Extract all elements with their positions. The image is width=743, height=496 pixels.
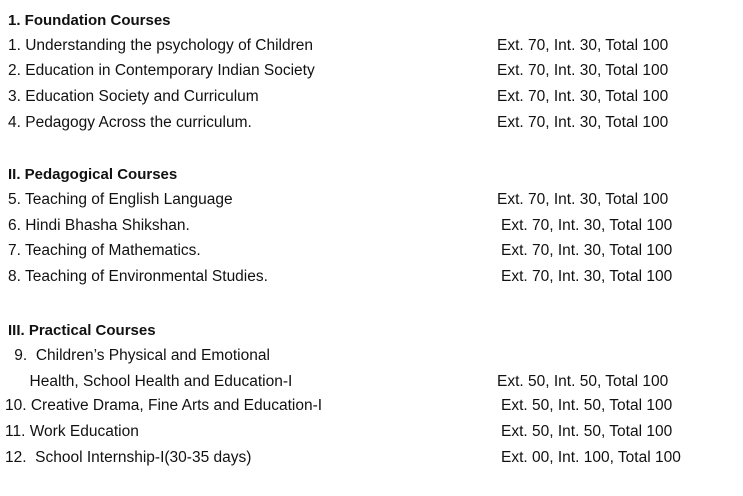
section-heading-foundation: 1. Foundation Courses [8, 12, 171, 29]
course-marks: Ext. 70, Int. 30, Total 100 [501, 242, 673, 259]
section-heading-pedagogical: II. Pedagogical Courses [8, 166, 178, 183]
course-name: 7. Teaching of Mathematics. [8, 242, 201, 259]
course-name: 2. Education in Contemporary Indian Society [8, 62, 315, 79]
course-name: 11. Work Education [5, 423, 139, 440]
course-row [0, 217, 743, 241]
course-marks: Ext. 50, Int. 50, Total 100 [501, 423, 673, 440]
course-marks: Ext. 70, Int. 30, Total 100 [497, 191, 669, 208]
course-row [0, 242, 743, 266]
course-name: 10. Creative Drama, Fine Arts and Education-I [5, 397, 323, 414]
course-row [0, 423, 743, 447]
section-heading-practical: III. Practical Courses [8, 322, 156, 339]
course-marks: Ext. 50, Int. 50, Total 100 [497, 373, 669, 390]
course-name: 8. Teaching of Environmental Studies. [8, 268, 268, 285]
course-row [0, 347, 743, 371]
course-row [0, 268, 743, 292]
course-row [0, 373, 743, 397]
course-name: 4. Pedagogy Across the curriculum. [8, 114, 252, 131]
course-name: 6. Hindi Bhasha Shikshan. [8, 217, 190, 234]
course-row [0, 62, 743, 86]
course-name: 9. Children’s Physical and Emotional [10, 347, 270, 364]
course-marks: Ext. 70, Int. 30, Total 100 [501, 268, 673, 285]
course-row [0, 191, 743, 215]
course-name: 12. School Internship-I(30-35 days) [5, 449, 252, 466]
course-row [0, 449, 743, 473]
course-name: 5. Teaching of English Language [8, 191, 233, 208]
course-marks: Ext. 70, Int. 30, Total 100 [497, 114, 669, 131]
course-row [0, 37, 743, 61]
course-marks: Ext. 70, Int. 30, Total 100 [497, 88, 669, 105]
course-marks: Ext. 00, Int. 100, Total 100 [501, 449, 681, 466]
course-row [0, 88, 743, 112]
course-marks: Ext. 70, Int. 30, Total 100 [497, 37, 669, 54]
course-name: 3. Education Society and Curriculum [8, 88, 259, 105]
course-name: 1. Understanding the psychology of Children [8, 37, 314, 54]
course-marks: Ext. 70, Int. 30, Total 100 [497, 62, 669, 79]
course-name: Health, School Health and Education-I [8, 373, 293, 390]
course-marks: Ext. 70, Int. 30, Total 100 [501, 217, 673, 234]
course-marks: Ext. 50, Int. 50, Total 100 [501, 397, 673, 414]
course-row [0, 114, 743, 138]
course-row [0, 397, 743, 421]
